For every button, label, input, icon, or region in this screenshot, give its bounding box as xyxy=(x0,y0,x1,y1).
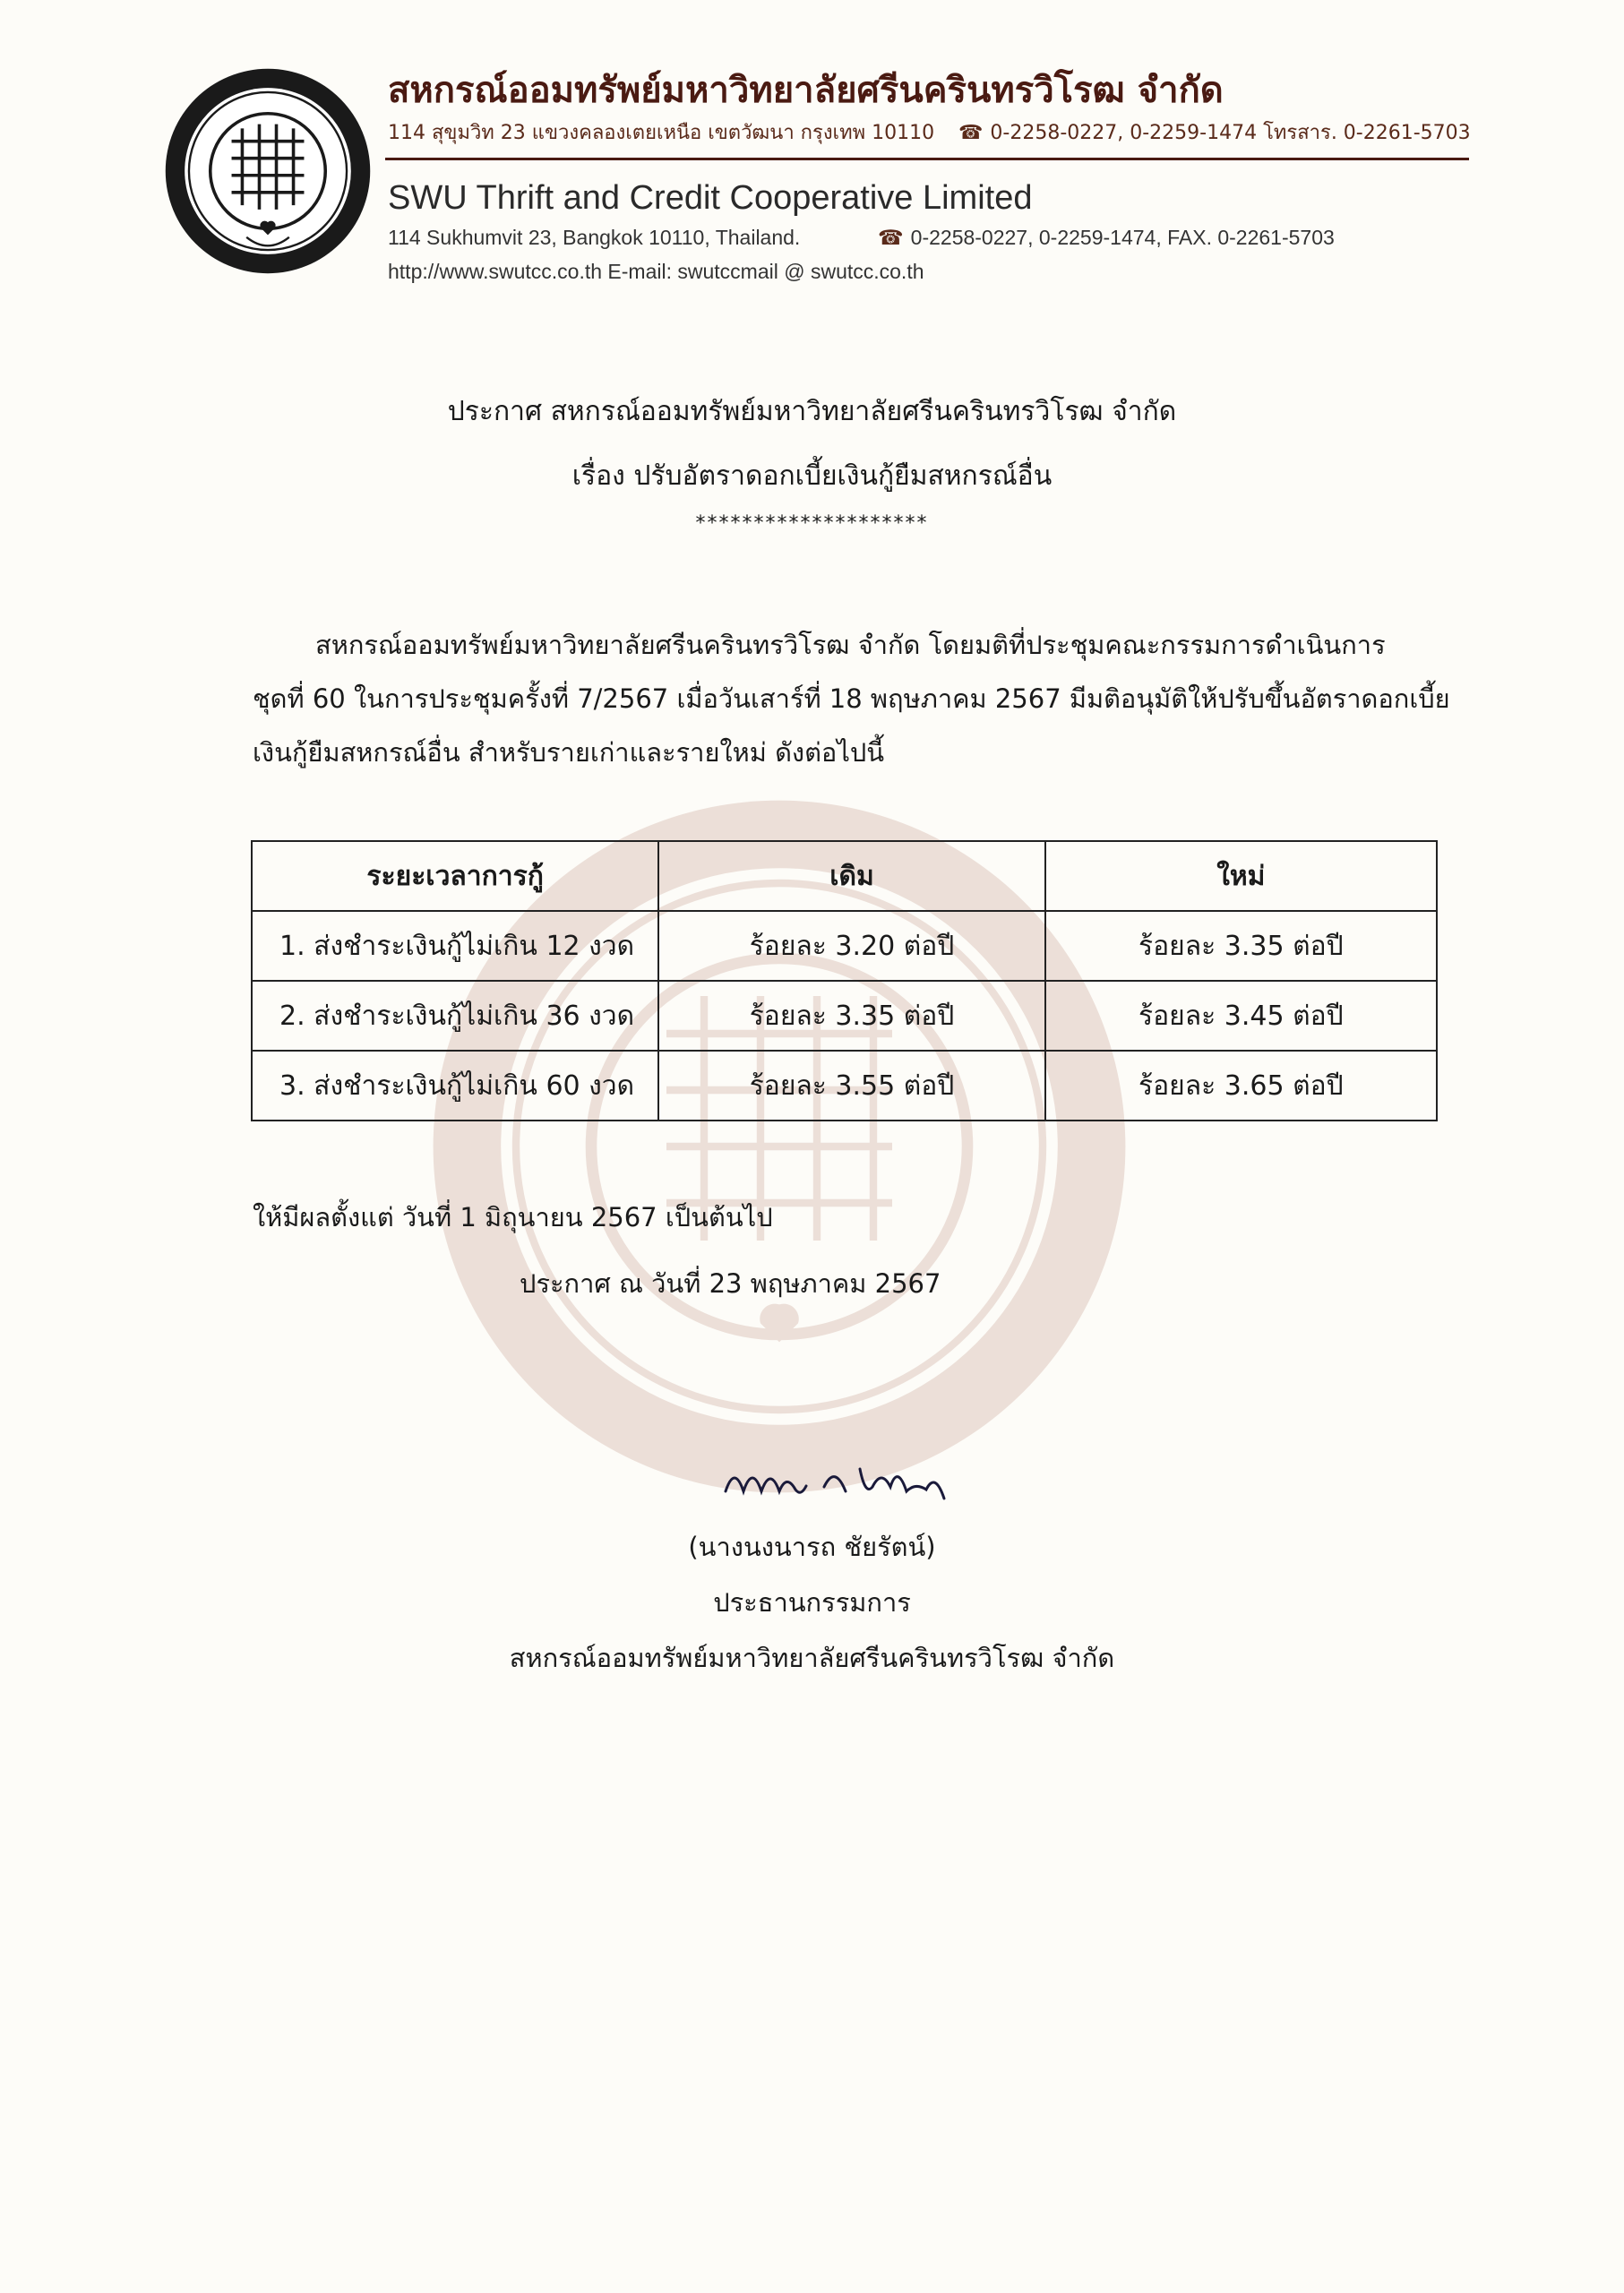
header-new-rate: ใหม่ xyxy=(1045,841,1437,911)
new-rate-cell: ร้อยละ 3.35 ต่อปี xyxy=(1045,911,1437,981)
telephone-icon: ☎ xyxy=(958,122,984,144)
effective-date: ให้มีผลตั้งแต่ วันที่ 1 มิถุนายน 2567 เป็นต้นไป xyxy=(253,1202,773,1232)
new-rate-cell: ร้อยละ 3.45 ต่อปี xyxy=(1045,981,1437,1051)
table-row xyxy=(252,981,1437,1051)
table-row xyxy=(252,911,1437,981)
body-line-3: เงินกู้ยืมสหกรณ์อื่น สำหรับรายเก่าและรายใหม่ ดังต่อไปนี้ xyxy=(253,737,885,768)
header-old-rate: เดิม xyxy=(658,841,1044,911)
website-email: http://www.swutcc.co.th E-mail: swutccmail @ swutcc.co.th xyxy=(388,260,924,283)
loan-period-cell: 1. ส่งชำระเงินกู้ไม่เกิน 12 งวด xyxy=(252,911,658,981)
phone-english-text: 0-2258-0227, 0-2259-1474, FAX. 0-2261-5703 xyxy=(910,226,1335,249)
cooperative-logo xyxy=(161,64,374,278)
announcement-heading: ประกาศ สหกรณ์ออมทรัพย์มหาวิทยาลัยศรีนครินทรวิโรฒ จำกัด xyxy=(447,396,1177,427)
signer-name: (นางนงนารถ ชัยรัตน์) xyxy=(688,1532,936,1562)
body-line-2: ชุดที่ 60 ในการประชุมครั้งที่ 7/2567 เมื่อวันเสาร์ที่ 18 พฤษภาคม 2567 มีมติอนุมัติให้ปรับขึ้นอัตราดอกเบี้ย xyxy=(253,683,1450,714)
address-english: 114 Sukhumvit 23, Bangkok 10110, Thailand. xyxy=(388,226,801,249)
telephone-icon: ☎ xyxy=(878,226,904,249)
announcement-body xyxy=(253,618,1462,779)
body-line-1: สหกรณ์ออมทรัพย์มหาวิทยาลัยศรีนครินทรวิโรฒ จำกัด โดยมติที่ประชุมคณะกรรมการดำเนินการ xyxy=(315,630,1386,660)
signer-position: ประธานกรรมการ xyxy=(713,1587,911,1618)
interest-rate-table xyxy=(251,840,1438,1121)
phone-english xyxy=(878,226,1335,250)
loan-period-cell: 3. ส่งชำระเงินกู้ไม่เกิน 60 งวด xyxy=(252,1051,658,1121)
loan-period-cell: 2. ส่งชำระเงินกู้ไม่เกิน 36 งวด xyxy=(252,981,658,1051)
address-thai: 114 สุขุมวิท 23 แขวงคลองเตยเหนือ เขตวัฒนา กรุงเทพ 10110 xyxy=(388,122,935,144)
new-rate-cell: ร้อยละ 3.65 ต่อปี xyxy=(1045,1051,1437,1121)
table-row xyxy=(252,1051,1437,1121)
letterhead-divider xyxy=(385,158,1469,160)
announcement-divider: ******************** xyxy=(695,512,929,535)
old-rate-cell: ร้อยละ 3.35 ต่อปี xyxy=(658,981,1044,1051)
org-name-thai: สหกรณ์ออมทรัพย์มหาวิทยาลัยศรีนครินทรวิโรฒ จำกัด xyxy=(388,69,1224,111)
org-name-english: SWU Thrift and Credit Cooperative Limited xyxy=(388,179,1033,217)
phone-thai-text: 0-2258-0227, 0-2259-1474 โทรสาร. 0-2261-5703 xyxy=(990,122,1471,144)
header-loan-period: ระยะเวลาการกู้ xyxy=(252,841,658,911)
handwritten-signature xyxy=(717,1451,985,1514)
old-rate-cell: ร้อยละ 3.20 ต่อปี xyxy=(658,911,1044,981)
signer-organization: สหกรณ์ออมทรัพย์มหาวิทยาลัยศรีนครินทรวิโรฒ จำกัด xyxy=(509,1643,1115,1673)
announcement-subject: เรื่อง ปรับอัตราดอกเบี้ยเงินกู้ยืมสหกรณ์อื่น xyxy=(571,460,1053,492)
table-header-row xyxy=(252,841,1437,911)
old-rate-cell: ร้อยละ 3.55 ต่อปี xyxy=(658,1051,1044,1121)
announcement-date: ประกาศ ณ วันที่ 23 พฤษภาคม 2567 xyxy=(520,1268,941,1299)
phone-thai xyxy=(958,116,1471,148)
